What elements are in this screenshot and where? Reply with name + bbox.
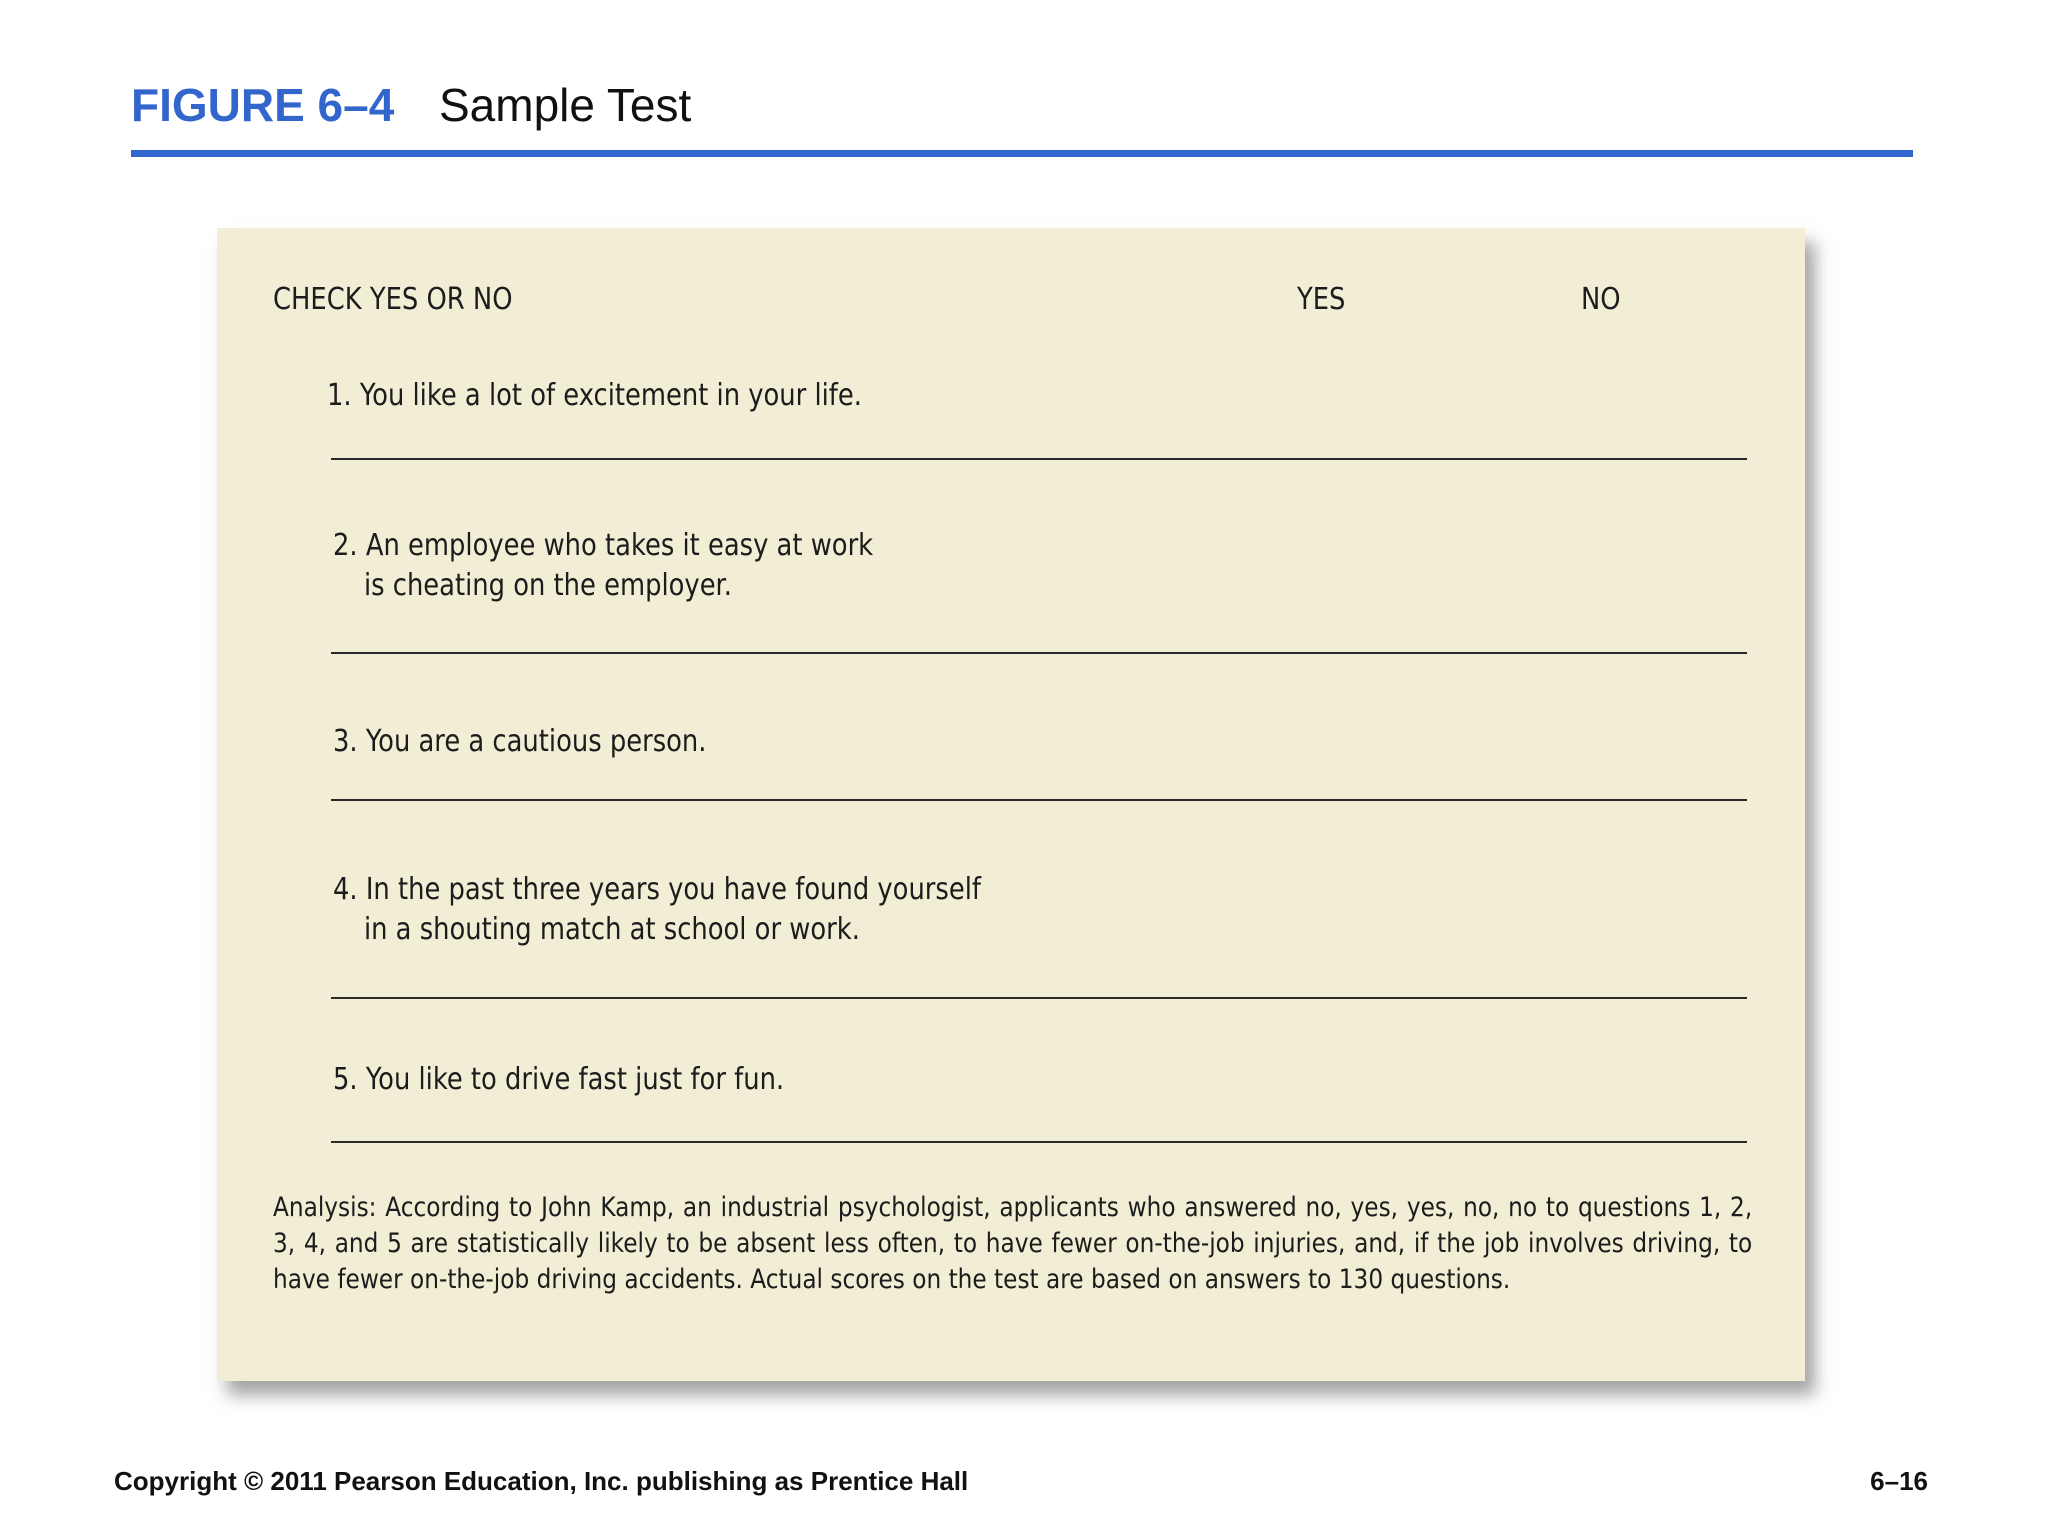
instruction-heading: CHECK YES OR NO	[273, 282, 513, 317]
question-text-continued: is cheating on the employer.	[363, 568, 733, 603]
question-number: 2.	[333, 528, 358, 563]
analysis-paragraph: Analysis: According to John Kamp, an industrial psychologist, applicants who answered no, yes, yes, no, no to questions 1, 2, 3, 4, and 5 are statistically likely to be absent less often, to have fewer on-the-job injuries, and, if the job involves driving, to have fewer on-the-job driving accidents. Actual scores on the test are based on answers to 130 questions.	[273, 1192, 1753, 1295]
page-number: 6–16	[1870, 1466, 1928, 1496]
answer-line	[331, 1141, 1747, 1143]
question-text-continued: in a shouting match at school or work.	[363, 912, 860, 947]
question-4	[333, 870, 981, 950]
question-number: 4.	[333, 872, 358, 907]
question-1	[327, 376, 862, 416]
figure-label: FIGURE 6–4	[131, 79, 395, 131]
question-text: You like a lot of excitement in your life.	[359, 378, 862, 413]
question-2	[333, 526, 873, 606]
sample-test-card	[217, 228, 1805, 1381]
question-text: You are a cautious person.	[365, 724, 707, 759]
figure-title: Sample Test	[439, 79, 692, 131]
question-text: An employee who takes it easy at work	[365, 528, 874, 563]
question-number: 3.	[333, 724, 358, 759]
question-3	[333, 722, 706, 762]
answer-line	[331, 799, 1747, 801]
question-text: In the past three years you have found yourself	[365, 872, 981, 907]
copyright-notice: Copyright © 2011 Pearson Education, Inc. publishing as Prentice Hall	[114, 1466, 969, 1496]
answer-line	[331, 652, 1747, 654]
yes-column-heading: YES	[1297, 282, 1346, 317]
question-number: 5.	[333, 1062, 358, 1097]
question-5	[333, 1060, 784, 1100]
no-column-heading: NO	[1581, 282, 1621, 317]
question-number: 1.	[327, 378, 352, 413]
answer-line	[331, 458, 1747, 460]
header-divider	[131, 150, 1913, 157]
answer-line	[331, 997, 1747, 999]
question-text: You like to drive fast just for fun.	[365, 1062, 785, 1097]
slide-header	[131, 78, 1913, 154]
